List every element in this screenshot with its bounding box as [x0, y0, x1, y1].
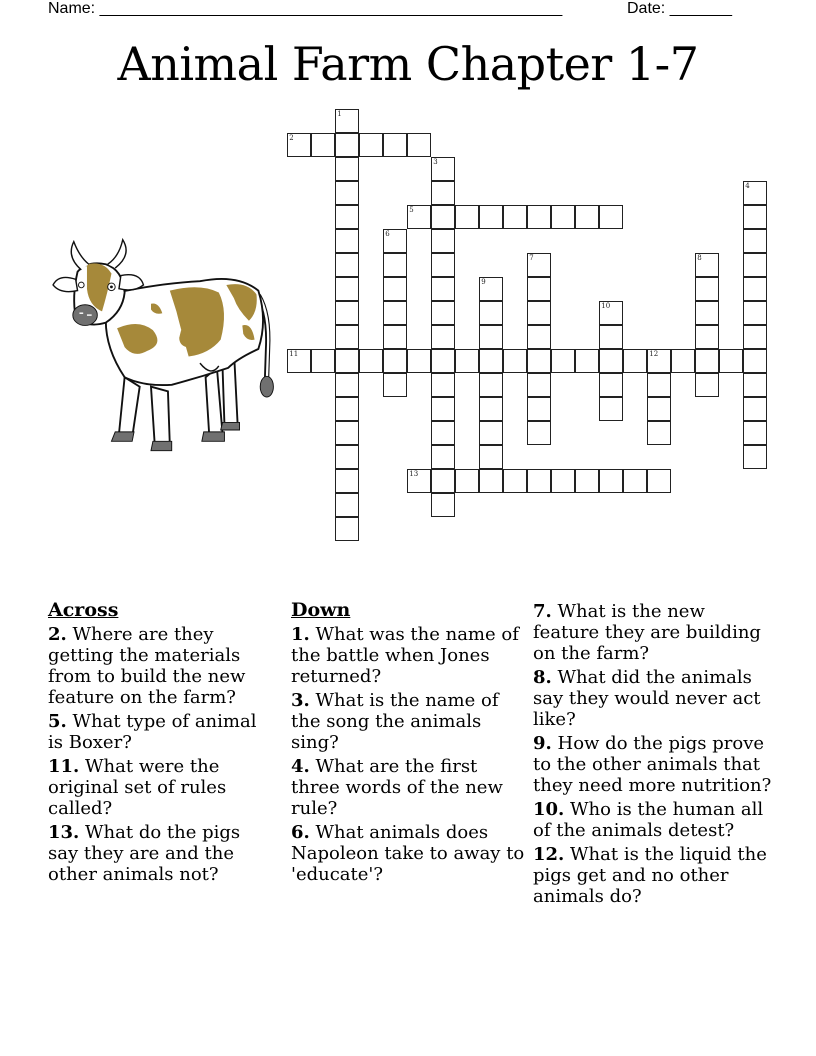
crossword-cell[interactable]: [575, 205, 599, 229]
across-clue-list: [48, 624, 273, 885]
clue-text: Who is the human all of the animals detest?: [533, 799, 764, 841]
crossword-cell[interactable]: [743, 421, 767, 445]
crossword-cell[interactable]: [503, 349, 527, 373]
crossword-cell[interactable]: [335, 397, 359, 421]
crossword-cell[interactable]: [599, 373, 623, 397]
clue-number: 1.: [291, 624, 310, 645]
crossword-cell[interactable]: [455, 349, 479, 373]
crossword-cell[interactable]: [431, 469, 455, 493]
clue-text: What animals does Napoleon take to away to 'educate'?: [291, 822, 525, 885]
crossword-cell[interactable]: [743, 229, 767, 253]
crossword-cell[interactable]: [431, 181, 455, 205]
crossword-cell[interactable]: [383, 133, 407, 157]
down-heading: Down: [291, 599, 351, 621]
crossword-cell[interactable]: [743, 205, 767, 229]
clue-number: 5.: [48, 711, 67, 732]
clue-number-label: 11: [289, 350, 299, 359]
crossword-cell[interactable]: [431, 301, 455, 325]
crossword-cell[interactable]: [479, 205, 503, 229]
crossword-cell[interactable]: [599, 349, 623, 373]
crossword-cell[interactable]: [647, 469, 671, 493]
crossword-cell[interactable]: [527, 421, 551, 445]
clue-text: What do the pigs say they are and the other animals not?: [48, 822, 241, 885]
clue-text: What were the original set of rules called?: [48, 756, 227, 819]
crossword-cell[interactable]: [431, 205, 455, 229]
crossword-cell[interactable]: [623, 349, 647, 373]
down-clue-list-continued: [533, 601, 773, 907]
crossword-cell[interactable]: [527, 205, 551, 229]
clue-number-label: 3: [433, 158, 438, 167]
crossword-cell[interactable]: [335, 325, 359, 349]
crossword-cell[interactable]: [431, 229, 455, 253]
crossword-cell[interactable]: [383, 229, 407, 253]
crossword-cell[interactable]: [431, 397, 455, 421]
crossword-cell[interactable]: [431, 421, 455, 445]
crossword-cell[interactable]: [479, 373, 503, 397]
crossword-cell[interactable]: [335, 517, 359, 541]
cow-illustration-icon: [44, 236, 290, 462]
crossword-cell[interactable]: [479, 421, 503, 445]
crossword-cell[interactable]: [743, 181, 767, 205]
clue-item: [533, 844, 773, 907]
crossword-cell[interactable]: [479, 277, 503, 301]
crossword-cell[interactable]: [479, 469, 503, 493]
crossword-cell[interactable]: [743, 325, 767, 349]
crossword-cell[interactable]: [695, 253, 719, 277]
name-field-label: Name: ____________________________________________________: [48, 0, 563, 17]
crossword-cell[interactable]: [623, 469, 647, 493]
crossword-cell[interactable]: [383, 253, 407, 277]
clue-number: 13.: [48, 822, 80, 843]
clue-item: [48, 756, 273, 819]
crossword-cell[interactable]: [671, 349, 695, 373]
crossword-cell[interactable]: [503, 469, 527, 493]
crossword-cell[interactable]: [455, 469, 479, 493]
worksheet-header: [48, 0, 748, 20]
crossword-cell[interactable]: [335, 421, 359, 445]
crossword-cell[interactable]: [551, 349, 575, 373]
clue-text: What is the new feature they are building on the farm?: [533, 601, 761, 664]
crossword-cell[interactable]: [335, 229, 359, 253]
crossword-cell[interactable]: [407, 205, 431, 229]
crossword-cell[interactable]: [743, 301, 767, 325]
clue-number: 6.: [291, 822, 310, 843]
crossword-cell[interactable]: [599, 397, 623, 421]
clue-text: How do the pigs prove to the other animals that they need more nutrition?: [533, 733, 772, 796]
crossword-cell[interactable]: [479, 325, 503, 349]
crossword-cell[interactable]: [335, 205, 359, 229]
crossword-cell[interactable]: [479, 445, 503, 469]
crossword-cell[interactable]: [287, 349, 311, 373]
crossword-cell[interactable]: [311, 133, 335, 157]
crossword-cell[interactable]: [359, 133, 383, 157]
crossword-cell[interactable]: [431, 253, 455, 277]
clue-number: 3.: [291, 690, 310, 711]
crossword-cell[interactable]: [431, 277, 455, 301]
crossword-cell[interactable]: [527, 253, 551, 277]
clue-number-label: 6: [385, 230, 390, 239]
crossword-cell[interactable]: [551, 469, 575, 493]
crossword-cell[interactable]: [647, 373, 671, 397]
crossword-cell[interactable]: [695, 349, 719, 373]
clue-text: What did the animals say they would never act like?: [533, 667, 761, 730]
crossword-cell[interactable]: [743, 277, 767, 301]
crossword-cell[interactable]: [383, 277, 407, 301]
crossword-cell[interactable]: [527, 325, 551, 349]
crossword-cell[interactable]: [407, 133, 431, 157]
crossword-cell[interactable]: [335, 253, 359, 277]
crossword-cell[interactable]: [335, 277, 359, 301]
clue-item: [48, 624, 273, 708]
down-clues-continued: [533, 601, 773, 910]
crossword-cell[interactable]: [527, 301, 551, 325]
crossword-cell[interactable]: [551, 205, 575, 229]
crossword-cell[interactable]: [479, 397, 503, 421]
crossword-cell[interactable]: [527, 469, 551, 493]
crossword-cell[interactable]: [599, 301, 623, 325]
crossword-cell[interactable]: [335, 109, 359, 133]
crossword-cell[interactable]: [647, 421, 671, 445]
crossword-cell[interactable]: [575, 469, 599, 493]
crossword-cell[interactable]: [335, 301, 359, 325]
clue-text: What was the name of the battle when Jones returned?: [291, 624, 519, 687]
crossword-cell[interactable]: [431, 445, 455, 469]
crossword-cell[interactable]: [599, 469, 623, 493]
crossword-cell[interactable]: [335, 157, 359, 181]
crossword-grid: [288, 110, 768, 542]
crossword-cell[interactable]: [383, 373, 407, 397]
clue-item: [48, 711, 273, 753]
crossword-cell[interactable]: [287, 133, 311, 157]
crossword-cell[interactable]: [695, 325, 719, 349]
clue-number: 4.: [291, 756, 310, 777]
crossword-cell[interactable]: [383, 301, 407, 325]
crossword-cell[interactable]: [335, 373, 359, 397]
clue-number-label: 5: [409, 206, 414, 215]
crossword-cell[interactable]: [743, 397, 767, 421]
crossword-cell[interactable]: [431, 157, 455, 181]
clue-item: [291, 822, 526, 885]
crossword-cell[interactable]: [479, 349, 503, 373]
clue-number-label: 2: [289, 134, 294, 143]
crossword-cell[interactable]: [527, 349, 551, 373]
crossword-cell[interactable]: [647, 397, 671, 421]
crossword-cell[interactable]: [695, 373, 719, 397]
crossword-cell[interactable]: [335, 133, 359, 157]
clue-item: [291, 624, 526, 687]
crossword-cell[interactable]: [527, 277, 551, 301]
crossword-cell[interactable]: [407, 469, 431, 493]
crossword-cell[interactable]: [575, 349, 599, 373]
clue-number: 12.: [533, 844, 565, 865]
clue-text: What is the name of the song the animals sing?: [291, 690, 499, 753]
crossword-cell[interactable]: [335, 349, 359, 373]
clue-text: Where are they getting the materials from to build the new feature on the farm?: [48, 624, 246, 708]
crossword-cell[interactable]: [743, 349, 767, 373]
clue-number: 11.: [48, 756, 80, 777]
crossword-cell[interactable]: [599, 205, 623, 229]
date-field-label: Date: _______: [627, 0, 732, 17]
crossword-cell[interactable]: [647, 349, 671, 373]
clue-number: 2.: [48, 624, 67, 645]
clue-text: What type of animal is Boxer?: [48, 711, 257, 753]
crossword-cell[interactable]: [527, 397, 551, 421]
crossword-cell[interactable]: [719, 349, 743, 373]
clue-number-label: 8: [697, 254, 702, 263]
clue-item: [533, 799, 773, 841]
clue-number-label: 7: [529, 254, 534, 263]
clue-number: 10.: [533, 799, 565, 820]
clue-number: 8.: [533, 667, 552, 688]
clue-number-label: 1: [337, 110, 342, 119]
clue-number: 9.: [533, 733, 552, 754]
crossword-cell[interactable]: [383, 325, 407, 349]
crossword-cell[interactable]: [431, 325, 455, 349]
crossword-cell[interactable]: [359, 349, 383, 373]
crossword-cell[interactable]: [335, 181, 359, 205]
crossword-cell[interactable]: [695, 277, 719, 301]
crossword-cell[interactable]: [431, 373, 455, 397]
clue-number-label: 9: [481, 278, 486, 287]
crossword-cell[interactable]: [407, 349, 431, 373]
clue-item: [533, 601, 773, 664]
clue-number-label: 12: [649, 350, 659, 359]
crossword-cell[interactable]: [335, 469, 359, 493]
clue-number-label: 13: [409, 470, 419, 479]
crossword-cell[interactable]: [743, 373, 767, 397]
crossword-cell[interactable]: [527, 373, 551, 397]
crossword-cell[interactable]: [599, 325, 623, 349]
clue-item: [533, 733, 773, 796]
across-heading: Across: [48, 599, 119, 621]
crossword-cell[interactable]: [503, 205, 527, 229]
clue-number: 7.: [533, 601, 552, 622]
crossword-cell[interactable]: [335, 445, 359, 469]
clue-number-label: 10: [601, 302, 611, 311]
across-clues: [48, 598, 273, 888]
clue-item: [291, 690, 526, 753]
crossword-cell[interactable]: [695, 301, 719, 325]
crossword-cell[interactable]: [335, 493, 359, 517]
down-clue-list: [291, 624, 526, 885]
crossword-cell[interactable]: [455, 205, 479, 229]
crossword-cell[interactable]: [479, 301, 503, 325]
crossword-cell[interactable]: [383, 349, 407, 373]
crossword-cell[interactable]: [431, 349, 455, 373]
crossword-cell[interactable]: [431, 493, 455, 517]
crossword-cell[interactable]: [311, 349, 335, 373]
clue-text: What is the liquid the pigs get and no other animals do?: [533, 844, 767, 907]
clue-item: [291, 756, 526, 819]
crossword-cell[interactable]: [743, 445, 767, 469]
crossword-cell[interactable]: [743, 253, 767, 277]
clue-item: [533, 667, 773, 730]
page-title: Animal Farm Chapter 1-7: [117, 37, 699, 91]
clue-number-label: 4: [745, 182, 750, 191]
clue-text: What are the first three words of the new rule?: [291, 756, 503, 819]
clue-item: [48, 822, 273, 885]
down-clues: [291, 598, 526, 888]
